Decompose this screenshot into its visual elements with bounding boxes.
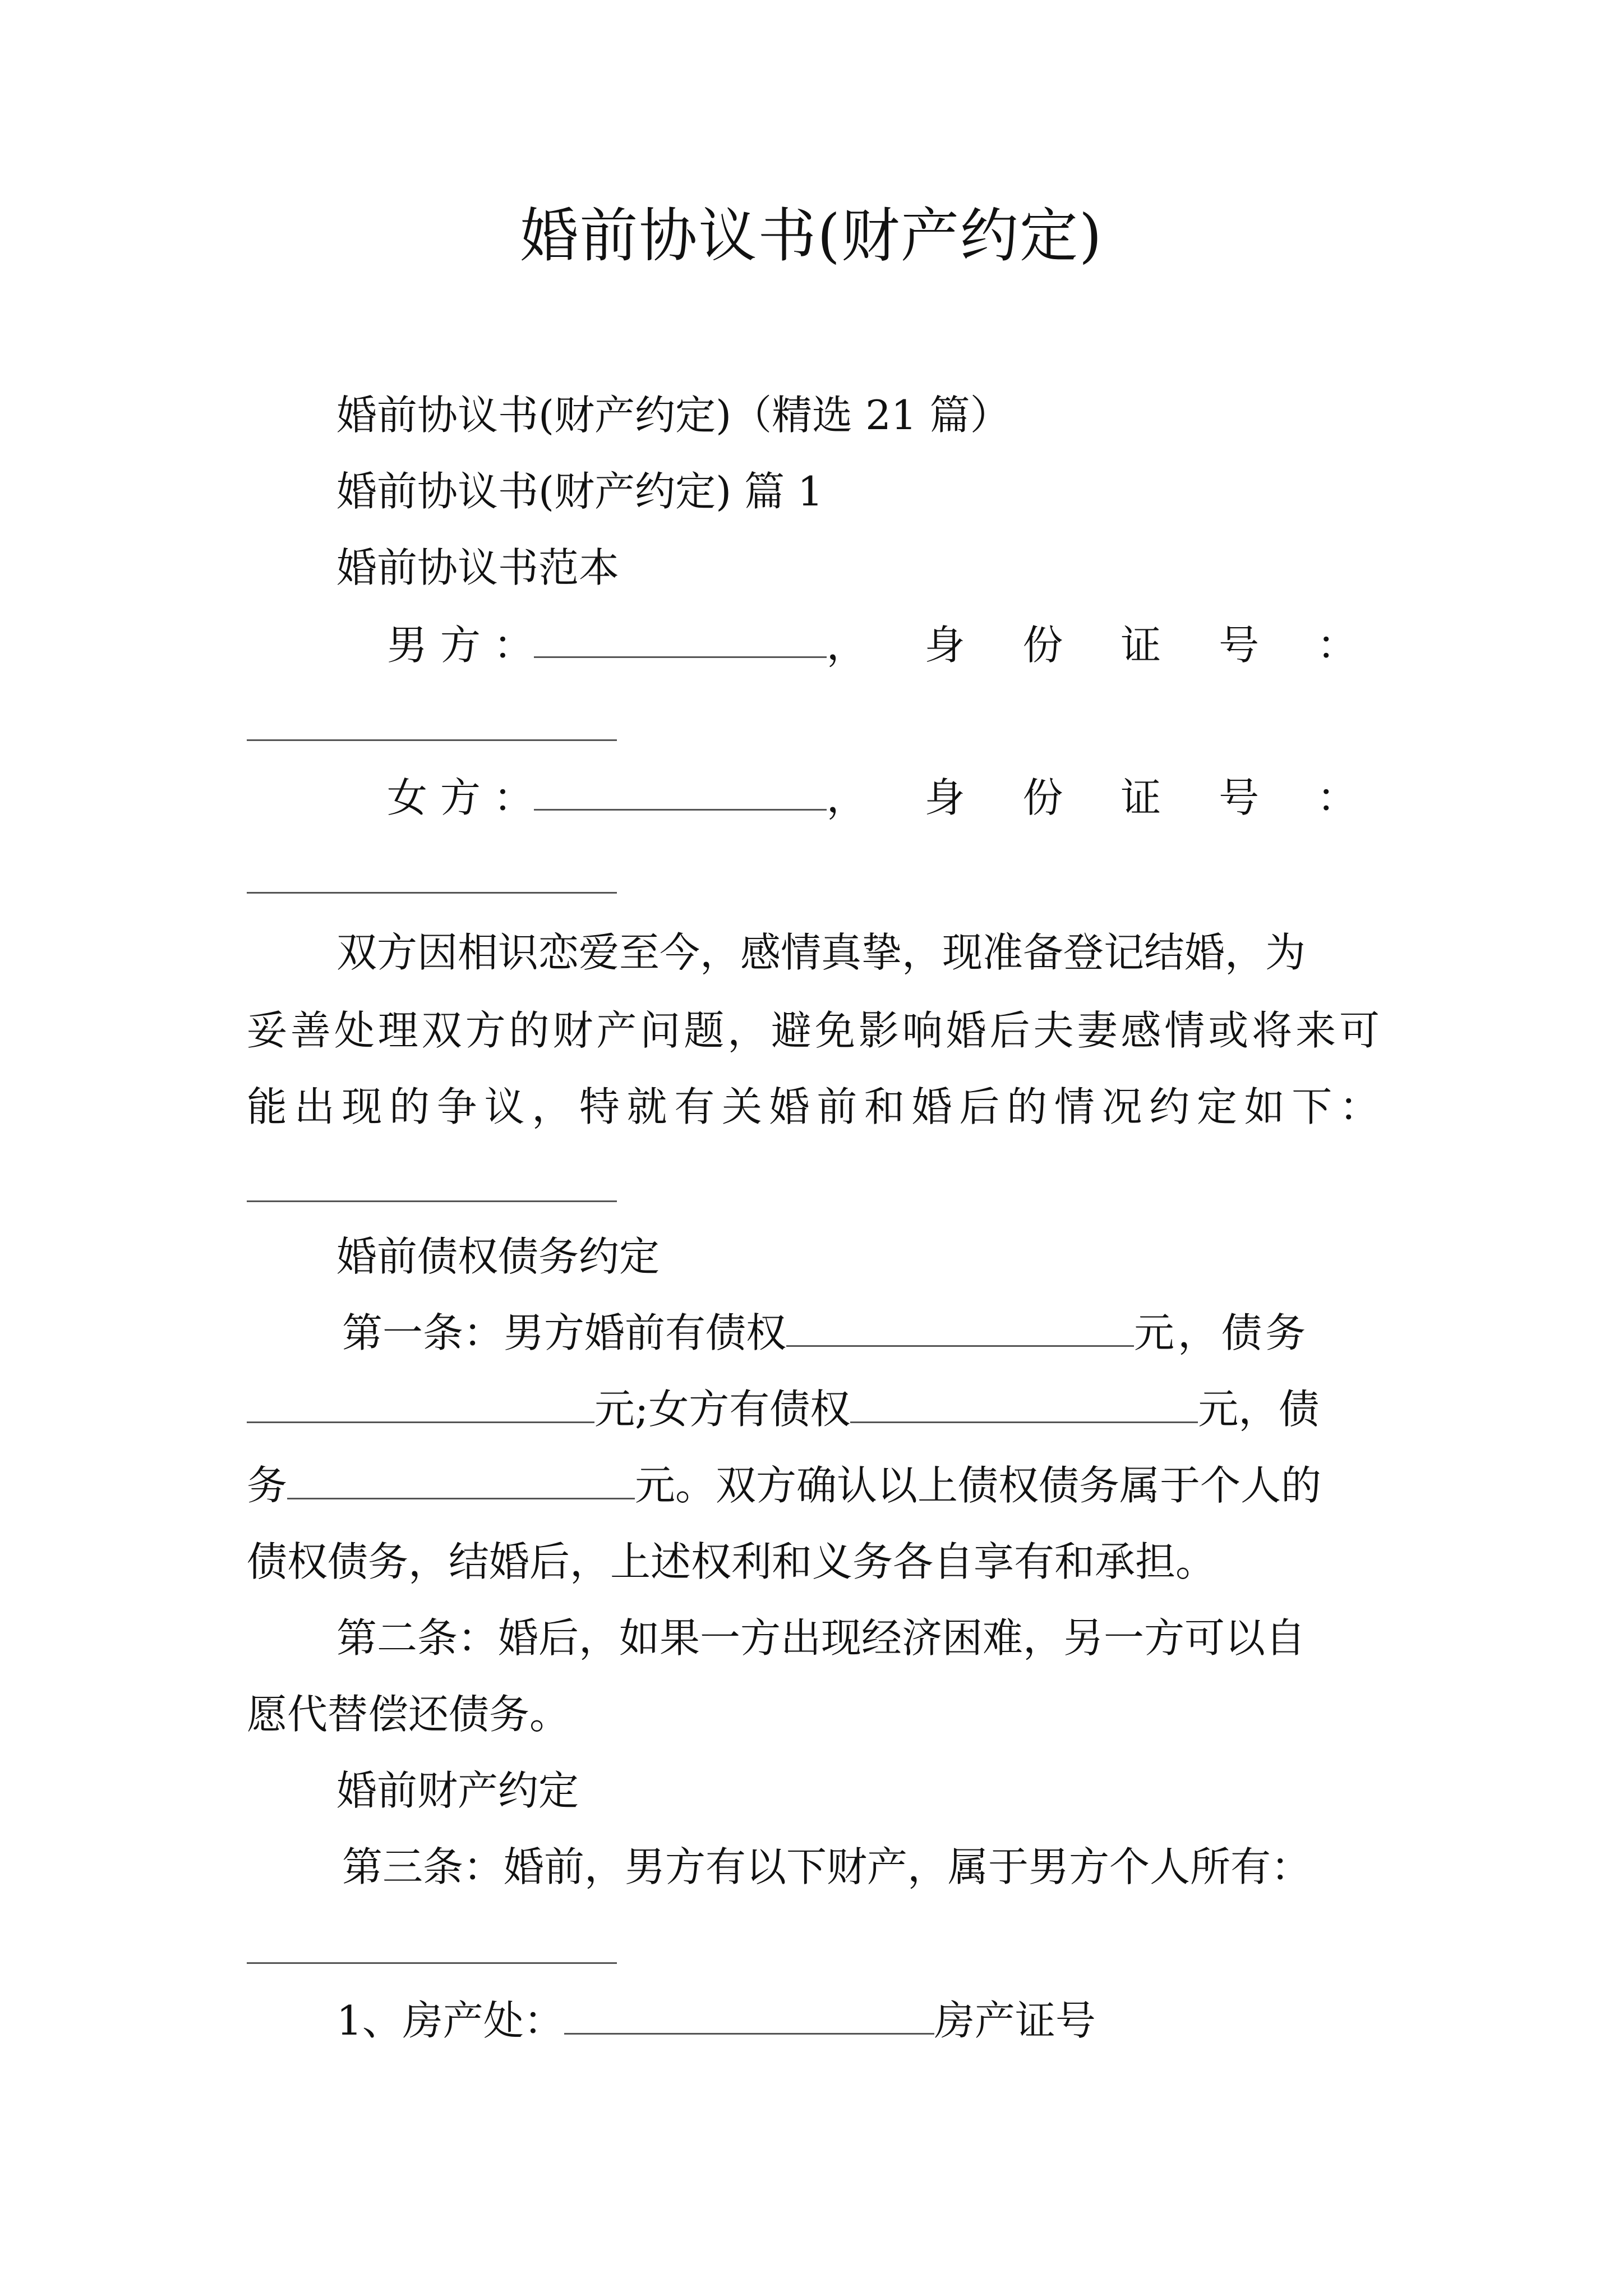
item-1-text: 1、房产处： [336, 1997, 564, 2044]
debt-section-heading: 婚前债权债务约定 [336, 1233, 660, 1280]
intro-paragraph-line-2: 妥善处理双方的财产问题，避免影响婚后夫妻感情或将来可 [247, 1007, 1380, 1054]
article-1-line-3 [247, 1457, 1321, 1513]
article-3-line-1: 第三条：婚前，男方有以下财产，属于男方个人所有： [342, 1843, 1312, 1890]
collection-heading: 婚前协议书(财产约定)（精选 21 篇） [336, 392, 1011, 439]
article-2-line-1: 第二条：婚后，如果一方出现经济困难，另一方可以自 [336, 1614, 1306, 1662]
male-id-label: ， 身 份 证 号 ： [826, 622, 1380, 669]
male-label: 男 方 ： [387, 622, 534, 669]
article-1-text-5: 务 [247, 1462, 288, 1509]
article-1-text-2: 元，债务 [1134, 1309, 1310, 1356]
article-1-text: 第一条：男方婚前有债权 [342, 1309, 787, 1356]
intro-paragraph-line-3: 能出现的争议，特就有关婚前和婚后的情况约定如下： [247, 1083, 1380, 1130]
female-info-line [387, 770, 1380, 826]
article-1-text-3: 元;女方有债权 [594, 1386, 851, 1433]
male-credit-blank[interactable] [786, 1306, 1134, 1347]
item-1-text-2: 房产证号 [934, 1997, 1096, 2044]
section-heading: 婚前协议书(财产约定) 篇 1 [336, 468, 823, 515]
property-section-heading: 婚前财产约定 [336, 1767, 579, 1814]
article-1-line-2 [247, 1381, 1319, 1437]
male-info-line [387, 617, 1380, 673]
female-debt-blank[interactable] [287, 1458, 635, 1499]
female-id-label: ， 身 份 证 号 ： [826, 774, 1380, 821]
article-2-line-2: 愿代替偿还债务。 [247, 1691, 570, 1738]
female-id-blank[interactable] [247, 892, 617, 894]
female-label: 女 方 ： [387, 774, 534, 821]
intro-paragraph-line-1: 双方因相识恋爱至今，感情真挚，现准备登记结婚，为 [336, 929, 1306, 976]
male-debt-blank[interactable] [247, 1382, 594, 1423]
male-id-blank[interactable] [247, 739, 617, 741]
male-property-blank[interactable] [247, 1962, 617, 1964]
item-1-line [336, 1993, 1096, 2049]
article-1-text-4: 元，债 [1198, 1386, 1320, 1433]
female-credit-blank[interactable] [850, 1382, 1198, 1423]
male-name-blank[interactable] [534, 617, 827, 658]
intro-blank[interactable] [247, 1200, 617, 1202]
article-1-line-1 [342, 1305, 1309, 1361]
article-1-text-6: 元。双方确认以上债权债务属于个人的 [635, 1462, 1322, 1509]
female-name-blank[interactable] [534, 770, 827, 811]
article-1-line-4: 债权债务，结婚后，上述权利和义务各自享有和承担。 [247, 1538, 1216, 1585]
house-location-blank[interactable] [564, 1994, 934, 2035]
document-title: 婚前协议书(财产约定) [520, 201, 1103, 270]
template-heading: 婚前协议书范本 [336, 544, 620, 591]
